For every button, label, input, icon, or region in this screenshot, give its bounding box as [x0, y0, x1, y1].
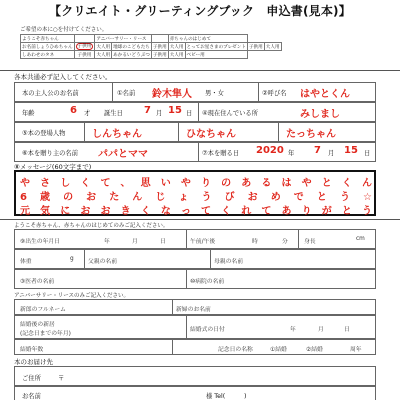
- product-cell[interactable]: 大人用: [96, 44, 111, 50]
- birthday-day[interactable]: 15: [168, 105, 182, 116]
- selection-instruction: ご希望の本に○を付けてください。: [20, 27, 108, 33]
- common-note: 各本共通必ず記入してください。: [14, 73, 112, 81]
- label-protagonist: 本の主人公のお名前: [22, 90, 79, 97]
- baby-row-2: [14, 249, 376, 269]
- divider: [0, 70, 400, 71]
- product-row: [21, 35, 282, 43]
- label-age: 年齢: [22, 110, 35, 117]
- friend-1[interactable]: しんちゃん: [92, 129, 142, 140]
- product-table: [20, 34, 282, 59]
- product-row: [21, 51, 282, 59]
- city-value[interactable]: みしまし: [300, 109, 340, 120]
- page-title: 【クリエイト・グリーティングブック 申込書(見本)】: [49, 4, 351, 18]
- postal-mark: 〒: [58, 375, 65, 382]
- selected-circle: 子供用: [77, 44, 92, 49]
- product-cell[interactable]: 大人用: [265, 44, 280, 50]
- delivery-name-row: [14, 386, 376, 400]
- product-cell[interactable]: 子供用: [74, 51, 95, 59]
- message-line-2: 6歳のおたんじょうびおめでとう☆: [20, 192, 374, 203]
- label-birthday: 誕生日: [104, 110, 123, 117]
- product-cell[interactable]: [74, 43, 95, 51]
- label-gift-date: ⑦本を贈る日: [202, 150, 240, 157]
- delivery-address-row: [14, 366, 376, 386]
- name-value[interactable]: 鈴木隼人: [152, 89, 192, 100]
- message-box[interactable]: [14, 170, 376, 216]
- product-cell[interactable]: 子供用: [152, 44, 167, 50]
- product-cell[interactable]: ようこそ赤ちゃん: [21, 35, 75, 43]
- friend-3[interactable]: たっちゃん: [286, 129, 336, 140]
- label-friends: ⑤本の登場人物: [22, 130, 66, 137]
- product-cell[interactable]: 大人用: [96, 52, 111, 58]
- product-cell[interactable]: 大人用: [169, 44, 184, 50]
- product-cell[interactable]: あかるいどうぶつ: [113, 52, 150, 58]
- label-city: ④現在住んでいる所: [202, 110, 259, 117]
- label-name: ①名前: [117, 90, 136, 97]
- gift-month[interactable]: 7: [314, 145, 321, 156]
- anniversary-note: アニバーサリー・リースのみご記入ください。: [14, 293, 129, 299]
- label-nickname: ②呼び名: [262, 90, 287, 97]
- birthday-month[interactable]: 7: [144, 105, 151, 116]
- product-cell[interactable]: 大人用: [169, 52, 184, 58]
- product-cell[interactable]: ベビー用: [185, 51, 247, 59]
- giver-value[interactable]: パパとママ: [98, 149, 148, 160]
- product-cell[interactable]: 子供用: [248, 44, 263, 50]
- product-cell[interactable]: 子供用: [152, 52, 167, 58]
- product-cell[interactable]: [151, 35, 168, 43]
- product-row: [21, 43, 282, 51]
- product-cell[interactable]: とってお星さまのプレゼント: [186, 44, 246, 50]
- gift-year[interactable]: 2020: [256, 145, 284, 156]
- tel-field[interactable]: 様 Tel( ): [206, 393, 247, 400]
- gender-option[interactable]: 男・女: [205, 90, 224, 97]
- friend-2[interactable]: ひなちゃん: [186, 129, 236, 140]
- product-cell[interactable]: [74, 35, 95, 43]
- product-cell[interactable]: 地球のこどもたち: [113, 44, 150, 50]
- message-label: ⑧メッセージ(60文字まで): [14, 163, 92, 171]
- product-cell[interactable]: 赤ちゃんのはじめて: [168, 35, 247, 43]
- product-cell[interactable]: アニバーサリー・リース: [95, 35, 152, 43]
- baby-note: ようこそ赤ちゃん、赤ちゃんのはじめてのみご記入ください。: [14, 223, 169, 229]
- gift-day[interactable]: 15: [344, 145, 358, 156]
- product-cell[interactable]: しあわせのタネ: [21, 51, 75, 59]
- delivery-label: 本のお届け先: [14, 358, 53, 366]
- label-giver: ⑥本を贈り主の名前: [22, 150, 79, 157]
- message-line-3: 元気におおきくなってくれてありがとう: [20, 206, 374, 217]
- message-line-1: やさしくて、思いやりのあるはやとくん: [20, 178, 374, 189]
- age-value[interactable]: 6: [70, 105, 77, 116]
- nickname-value[interactable]: はやとくん: [300, 89, 350, 100]
- product-cell[interactable]: お名前しょうひめちゃん: [22, 44, 73, 50]
